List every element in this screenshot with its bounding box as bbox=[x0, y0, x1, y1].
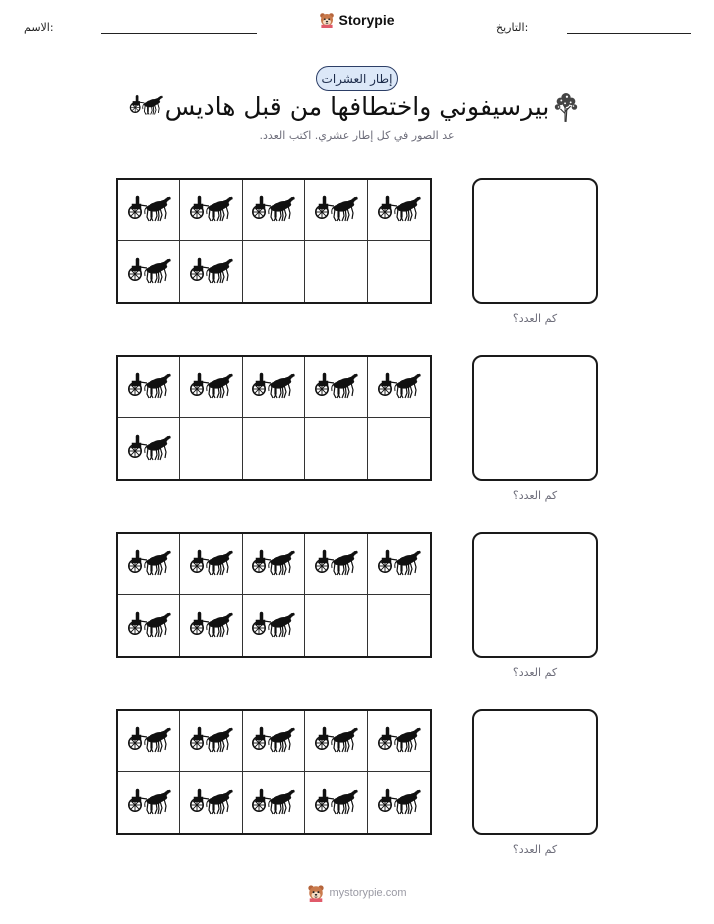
ten-frame-cell bbox=[180, 418, 242, 479]
chariot-icon bbox=[127, 372, 171, 402]
ten-frame-cell bbox=[243, 180, 305, 241]
chariot-icon bbox=[251, 788, 295, 818]
ten-frame-cell bbox=[305, 241, 367, 302]
chariot-icon bbox=[377, 195, 421, 225]
chariot-icon bbox=[189, 549, 233, 579]
chariot-icon bbox=[314, 726, 358, 756]
ten-frame bbox=[116, 178, 432, 304]
chariot-icon bbox=[377, 788, 421, 818]
ten-frame-cell bbox=[243, 595, 305, 656]
storypie-mascot-icon bbox=[307, 884, 325, 902]
ten-frame-cell bbox=[305, 357, 367, 418]
chariot-icon bbox=[251, 726, 295, 756]
chariot-icon bbox=[127, 788, 171, 818]
ten-frame-cell bbox=[180, 357, 242, 418]
name-line[interactable] bbox=[101, 33, 257, 34]
chariot-icon bbox=[189, 726, 233, 756]
ten-frame-cell bbox=[368, 357, 430, 418]
ten-frame-cell bbox=[118, 241, 180, 302]
page-title: بيرسيفوني واختطافها من قبل هاديس bbox=[164, 92, 550, 121]
date-label: التاريخ: bbox=[496, 21, 529, 34]
tree-icon bbox=[552, 91, 580, 123]
ten-frame bbox=[116, 355, 432, 481]
ten-frame-cell bbox=[118, 595, 180, 656]
date-line[interactable] bbox=[567, 33, 691, 34]
chariot-icon bbox=[314, 788, 358, 818]
ten-frame-cell bbox=[305, 772, 367, 833]
count-question: كم العدد؟ bbox=[512, 843, 558, 856]
chariot-icon bbox=[251, 611, 295, 641]
ten-frame-cell bbox=[243, 711, 305, 772]
answer-box[interactable] bbox=[472, 355, 598, 481]
ten-frame-cell bbox=[243, 418, 305, 479]
ten-frame-cell bbox=[305, 418, 367, 479]
worksheet-type-badge: إطار العشرات bbox=[316, 66, 398, 91]
chariot-icon bbox=[251, 372, 295, 402]
ten-frame-cell bbox=[368, 772, 430, 833]
chariot-icon bbox=[189, 788, 233, 818]
footer-url: mystorypie.com bbox=[329, 887, 407, 899]
answer-box[interactable] bbox=[472, 178, 598, 304]
answer-box[interactable] bbox=[472, 709, 598, 835]
ten-frame-cell bbox=[118, 180, 180, 241]
ten-frame-cell bbox=[118, 534, 180, 595]
chariot-icon bbox=[189, 372, 233, 402]
chariot-icon bbox=[377, 372, 421, 402]
ten-frame-cell bbox=[305, 711, 367, 772]
brand-name: Storypie bbox=[338, 12, 395, 28]
ten-frame-cell bbox=[118, 418, 180, 479]
ten-frame bbox=[116, 532, 432, 658]
chariot-icon bbox=[127, 726, 171, 756]
ten-frame-cell bbox=[180, 180, 242, 241]
chariot-icon bbox=[189, 195, 233, 225]
chariot-icon bbox=[314, 372, 358, 402]
ten-frame-cell bbox=[118, 711, 180, 772]
count-question: كم العدد؟ bbox=[512, 312, 558, 325]
chariot-icon bbox=[127, 434, 171, 464]
ten-frame-cell bbox=[180, 711, 242, 772]
chariot-icon bbox=[127, 611, 171, 641]
ten-frame-cell bbox=[368, 534, 430, 595]
ten-frame-cell bbox=[243, 357, 305, 418]
chariot-icon bbox=[127, 257, 171, 287]
chariot-icon bbox=[189, 611, 233, 641]
ten-frame-cell bbox=[368, 241, 430, 302]
ten-frame-cell bbox=[118, 357, 180, 418]
ten-frame-cell bbox=[180, 595, 242, 656]
count-question: كم العدد؟ bbox=[512, 666, 558, 679]
chariot-icon bbox=[314, 549, 358, 579]
chariot-icon bbox=[251, 195, 295, 225]
ten-frame-cell bbox=[180, 534, 242, 595]
answer-box[interactable] bbox=[472, 532, 598, 658]
ten-frame-cell bbox=[243, 241, 305, 302]
brand-logo bbox=[0, 12, 714, 32]
ten-frame-cell bbox=[118, 772, 180, 833]
chariot-icon bbox=[377, 726, 421, 756]
chariot-icon bbox=[314, 195, 358, 225]
chariot-icon bbox=[189, 257, 233, 287]
chariot-icon bbox=[251, 549, 295, 579]
chariot-icon bbox=[127, 549, 171, 579]
ten-frame-cell bbox=[368, 595, 430, 656]
ten-frame-cell bbox=[305, 180, 367, 241]
count-question: كم العدد؟ bbox=[512, 489, 558, 502]
footer bbox=[0, 884, 714, 906]
ten-frame-cell bbox=[368, 180, 430, 241]
instruction-text: عد الصور في كل إطار عشري. اكتب العدد. bbox=[259, 129, 455, 142]
ten-frame-cell bbox=[180, 772, 242, 833]
ten-frame-cell bbox=[305, 595, 367, 656]
ten-frame-cell bbox=[243, 534, 305, 595]
chariot-icon bbox=[127, 195, 171, 225]
ten-frame-cell bbox=[368, 418, 430, 479]
chariot-icon bbox=[377, 549, 421, 579]
ten-frame-cell bbox=[243, 772, 305, 833]
name-label: الاسم: bbox=[24, 21, 54, 34]
ten-frame-cell bbox=[180, 241, 242, 302]
ten-frame-cell bbox=[368, 711, 430, 772]
ten-frame bbox=[116, 709, 432, 835]
storypie-mascot-icon bbox=[319, 12, 335, 28]
ten-frame-cell bbox=[305, 534, 367, 595]
